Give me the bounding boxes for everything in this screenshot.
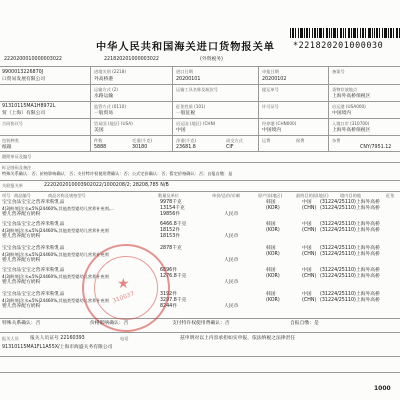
- goods-dest: 中国: [302, 268, 312, 273]
- goods-qty: 6896件: [160, 268, 178, 273]
- goods-col-qty: 数量及单位: [158, 193, 179, 198]
- goods-domestic: (31224/25110)上海外高桥: [320, 292, 380, 297]
- goods-col-no: 项号: [2, 193, 11, 198]
- entry-port-label: 入境口岸 (310700): [332, 121, 370, 126]
- goods-spec: 4|3|粉剂|含水≤5%|24460%,其他类型婴幼儿营养补充剂: [2, 274, 109, 279]
- declare-date-value: 20200102: [262, 77, 287, 82]
- goods-spec: 4|3|粉剂|含水≤5%|24460%,其他类型婴幼儿营养补充剂: [2, 252, 109, 257]
- goods-dest-code: (CHN): [302, 228, 317, 233]
- goods-qty2: 3297.8千克: [160, 298, 187, 303]
- grid-line: [0, 151, 400, 152]
- import-date-value: 20200101: [176, 77, 201, 82]
- goods-dest-code: (CHN): [302, 206, 317, 211]
- goods-origin: 韩国: [266, 246, 276, 251]
- star-icon: ★: [117, 276, 130, 292]
- entry-port-value: 上海外高桥保税区: [332, 128, 371, 133]
- goods-origin-code: (KOR): [266, 206, 280, 211]
- grid-line: [0, 101, 400, 102]
- goods-qty: 3192件: [160, 292, 178, 297]
- goods-qty: 6466.8千克: [160, 222, 187, 227]
- goods-domestic: (31224/25110)上海外高桥: [320, 246, 380, 251]
- entry-customs-value: 外高桥港: [94, 77, 114, 82]
- goods-col-name: 商品名称及规格型号: [48, 193, 86, 198]
- consumer-code: 91310115MA1H8972L: [2, 104, 56, 109]
- declarant-label: 报关人员: [2, 336, 19, 341]
- goods-origin: 韩国: [266, 222, 276, 227]
- phone-label: 电话: [120, 336, 129, 341]
- levy-value: 一般征税: [176, 111, 196, 116]
- goods-spec: 4|3|粉剂|含水≤5%|24460%,其他类型婴幼儿营养补充剂: [2, 228, 109, 233]
- storage-label: 货物存放地点: [332, 87, 358, 92]
- grid-line: [0, 84, 400, 85]
- contract-label: 合同协议号: [2, 121, 23, 126]
- levy-label: 征免性质 (101): [176, 104, 206, 109]
- grid-line: [0, 118, 400, 119]
- grid-line: [90, 66, 91, 151]
- goods-desc: 宝宝食品宝宝之营养米粉乳品: [2, 222, 65, 227]
- goods-currency: 人民币: [224, 234, 239, 239]
- stamp-number: 310037: [111, 290, 136, 305]
- royalty-confirm: 支付特许权使用费确认：否: [172, 321, 230, 326]
- page-marker: (外资税务): [200, 57, 223, 62]
- grid-line: [172, 66, 173, 151]
- package-value: 纸箱: [2, 145, 12, 150]
- goods-col-dest: 最终目的国(地区): [296, 193, 329, 198]
- grid-line: [0, 356, 400, 357]
- port-label: 启运港 (USA000): [332, 104, 366, 109]
- grid-line: [328, 66, 329, 151]
- license-label: 许可证号: [262, 104, 279, 109]
- goods-col-domestic: 境内目的地: [340, 193, 361, 198]
- grid-line: [0, 180, 400, 181]
- goods-dest-code: (CHN): [302, 274, 317, 279]
- grid-line: [0, 66, 400, 67]
- goods-spec: 4|3|粉剂|含水≤5%|24460%,其他类型婴幼儿营养补充剂,...: [2, 206, 115, 211]
- storage-value: 上海外高桥保税区: [332, 94, 371, 99]
- consignee-code: 9900013226870J: [2, 70, 44, 75]
- barcode-number: *221820201000030: [293, 40, 384, 50]
- origin-country-value: 中国: [176, 128, 186, 133]
- trade-country-label: 贸易国 (地区) (USA): [94, 121, 133, 126]
- special-relation: 特殊关系确认：否: [2, 321, 41, 326]
- goods-qty2: 18152件: [160, 228, 181, 233]
- transport-value: 水路运输: [94, 94, 114, 99]
- goods-spec2: 婴儿营养配方奶粉: [2, 234, 41, 239]
- declarant-unit: 91310115MA1FL1A55X/上海市海盛关务有限公司: [2, 345, 113, 350]
- remarks-confirm: 特殊关系确认：否；价格影响确认：否；支付特许权使用费确认：否；公式定价确认：否；暂定价格确认：否；自报自缴：是: [2, 171, 233, 176]
- grid-line: [0, 372, 400, 373]
- goods-origin: 韩国: [266, 292, 276, 297]
- docs-label: 随附单证及编号: [2, 154, 32, 159]
- goods-spec: 4|3|粉剂|含水≤5%|24460%,其他类型婴幼儿营养补充剂: [2, 298, 109, 303]
- goods-dest-code: (CHN): [302, 252, 317, 257]
- goods-currency: 人民币: [224, 212, 239, 217]
- goods-origin-code: (KOR): [266, 228, 280, 233]
- vehicle-label: 运输工具名称及航次号: [176, 87, 218, 92]
- grid-line: [0, 162, 400, 163]
- goods-spec2: 婴儿营养配方奶粉: [2, 212, 41, 217]
- goods-desc: 宝宝食品宝宝之营养米粉乳品: [2, 292, 65, 297]
- transit-port-label: 经停港 (CHN000): [262, 121, 297, 126]
- goods-domestic2: (31224/25110)上海外高桥: [320, 274, 380, 279]
- goods-origin-code: (KOR): [266, 274, 280, 279]
- misc-label: 杂费: [332, 138, 341, 143]
- page-number: 1000: [374, 385, 391, 392]
- customs-seal-stamp: [82, 244, 170, 332]
- barcode: [290, 28, 400, 38]
- record-no-label: 备案号: [332, 69, 345, 74]
- goods-currency: 人民币: [224, 280, 239, 285]
- goods-currency: 人民币: [224, 304, 239, 309]
- goods-origin-code: (KOR): [266, 252, 280, 257]
- transport-label: 运输方式 (2): [94, 87, 119, 92]
- net-label: 净重(千克): [176, 138, 197, 143]
- pieces-label: 件数: [94, 138, 103, 143]
- goods-col-origin: 原产国(地区): [258, 193, 283, 198]
- origin-country-label: 启运国 (地区) (CHN): [176, 121, 216, 126]
- goods-qty: 9978千克: [160, 200, 182, 205]
- price-impact: 价格影响确认：否: [90, 321, 129, 326]
- pre-entry-number: 2220200010000003022: [4, 57, 62, 62]
- goods-currency: 人民币: [224, 258, 239, 263]
- goods-domestic: (31224/25110)上海外高桥: [320, 222, 380, 227]
- goods-amount: 19856件: [160, 212, 181, 217]
- goods-dest: 中国: [302, 200, 312, 205]
- relation-value: 2220202010003902022/1000208/2; 28208,785 N/B: [44, 183, 169, 188]
- entry-customs-label: 进境关别 (2218): [94, 69, 127, 74]
- import-date-label: 进口日期: [176, 69, 193, 74]
- goods-dest-code: (CHN): [302, 298, 317, 303]
- goods-spec2: 婴儿营养配方奶粉: [2, 258, 41, 263]
- goods-qty2: 1276.8千克: [160, 274, 187, 279]
- relation-label: 关联报关单: [2, 183, 23, 188]
- goods-domestic: (31224/25110)上海外高桥: [320, 200, 380, 205]
- goods-domestic2: (31224/25110)上海外高桥: [320, 252, 380, 257]
- grid-line: [0, 318, 400, 319]
- goods-col-levy: 征免: [386, 193, 395, 198]
- goods-domestic: (31224/25110)上海外高桥: [320, 268, 380, 273]
- consignee-name: 口贸易发展有限公司: [2, 77, 46, 82]
- customs-note: 兹申明对以上内容承担如实申报、依法纳税之法律责任: [180, 336, 296, 341]
- document-title: 中华人民共和国海关进口货物报关单: [96, 42, 275, 53]
- goods-qty2: 13154千克: [160, 206, 185, 211]
- grid-line: [258, 66, 259, 151]
- goods-dest: 中国: [302, 292, 312, 297]
- gross-value: 30180: [132, 145, 148, 150]
- goods-origin: 韩国: [266, 268, 276, 273]
- goods-domestic2: (31224/25110)上海外高桥: [320, 206, 380, 211]
- declare-date-label: 申报日期: [262, 69, 279, 74]
- pieces-value: 5888: [94, 145, 107, 150]
- grid-line: [0, 191, 400, 192]
- grid-line: [0, 135, 400, 136]
- supervision-label: 监管方式 (0110): [94, 104, 127, 109]
- goods-origin-code: (KOR): [266, 298, 280, 303]
- bill-label: 提运单号: [262, 87, 279, 92]
- goods-amount: 8244件: [160, 304, 178, 309]
- goods-spec2: 婴儿营养配方奶粉: [2, 280, 41, 285]
- goods-dest: 中国: [302, 246, 312, 251]
- freight-label: 运费: [262, 138, 271, 143]
- goods-qty: 2878千克: [160, 246, 182, 251]
- goods-domestic2: (31224/25110)上海外高桥: [320, 228, 380, 233]
- remarks-label: 标记唛码及备注: [2, 165, 32, 170]
- terms-label: 成交方式: [226, 138, 243, 143]
- goods-col-code: 商品编号: [14, 193, 31, 198]
- goods-desc: 宝宝食品宝宝之营养米粉乳品: [2, 246, 65, 251]
- goods-col-price: 单价/总价/币制: [212, 193, 240, 198]
- goods-domestic2: (31224/25110)上海外高桥: [320, 298, 380, 303]
- gross-label: 毛重(千克): [132, 138, 153, 143]
- goods-spec2: 婴儿营养配方奶粉: [2, 304, 41, 309]
- trade-country-value: 美国: [94, 128, 104, 133]
- customs-number: 221820201000003022: [104, 57, 159, 62]
- goods-desc: 宝宝食品宝宝之营养米粉乳品: [2, 268, 65, 273]
- goods-amount: 18153件: [160, 234, 181, 239]
- port-value: 中国境内: [332, 111, 352, 116]
- misc-value: CNY/7951.12: [360, 145, 392, 150]
- declarant-code: 报关人员证号 22160393: [30, 336, 85, 341]
- grid-line: [0, 332, 400, 333]
- insurance-label: 保费: [296, 138, 305, 143]
- goods-origin: 韩国: [266, 200, 276, 205]
- consumer-name: 贸（上海）有限公司: [2, 111, 46, 116]
- transit-port-value: 中国境内: [262, 128, 282, 133]
- net-value: 23681.8: [176, 145, 196, 150]
- goods-desc: 宝宝食品宝宝之营养米粉乳品: [2, 200, 65, 205]
- package-label: 包装种类: [2, 138, 19, 143]
- self-declare: 自报自缴：是: [290, 321, 319, 326]
- terms-value: CIF: [226, 145, 234, 150]
- goods-dest: 中国: [302, 222, 312, 227]
- supervision-value: 一般贸易: [94, 111, 114, 116]
